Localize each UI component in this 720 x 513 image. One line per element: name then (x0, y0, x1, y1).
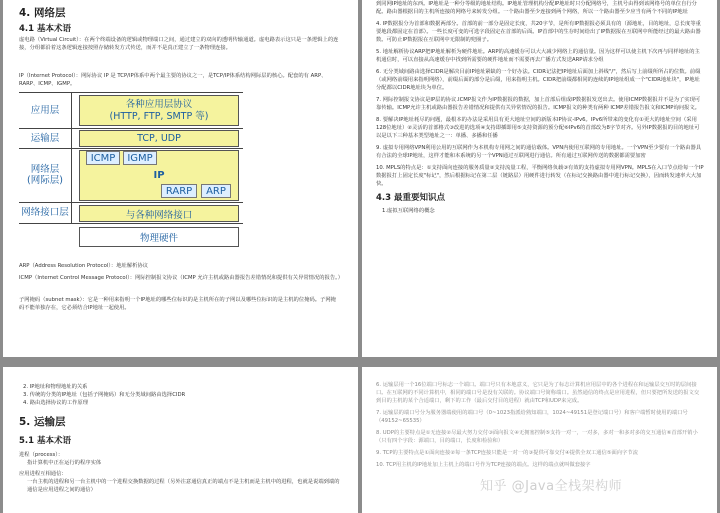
icmp-box: ICMP (86, 151, 120, 165)
chapter-title: 4. 网络层 (19, 7, 66, 19)
list-item: 4. 路由选择协议的工作原理 (23, 400, 89, 406)
paragraph: 9. TCP的主要特点是①面向连接②每一条TCP连接只能是一对一的③提供可靠交付④提供全双工通信⑤面向字节流 (376, 450, 638, 456)
document-page-3 (3, 367, 358, 513)
igmp-box: IGMP (123, 151, 157, 165)
list-item: 3. 传统的分类的IP地址（包括子网掩码）和无分类域间路由选择CIDR (23, 392, 186, 398)
link-interfaces-box: 与各种网络接口 (79, 205, 239, 222)
paragraph: 6. 运输层用一个16位端口号标志一个端口。端口号只有本地意义，它只是为了标志计算机应用层中的各个进程在和运输层交互时的层间接口。在互联网的不同计算机中，相同的端口号是没有关联的。协议端口号简称端口。虽然通信的终点是应用进程，但只要把所发送的报文交到目的主机的某个合适端口，剩下的工作（最后交付目的进程）就由TCP和UDP来完成。 (376, 382, 700, 404)
layer-label-application: 应用层 (19, 92, 72, 128)
paragraph-ip: IP（Internet Protocol）：网际协议 IP 是 TCP/IP体系中两个最主要的协议之一，是TCP/IP体系结构网际层的核心。配套的有 ARP、RARP、ICMP、IGMP。 (19, 73, 327, 87)
paragraph: 7. 网际控制报文协议是IP层的协议.ICMP报文作为IP数据报的数据，加上首部后组成IP数据报发送出去。使用ICMP数据报并不是为了实现可靠传输。ICMP允许主机或路由器报告差错情况和提供有关异常情况的报告。ICMP报文的种类有两种 ICMP差错报告报文和ICMP询问报文。 (376, 97, 701, 111)
ip-box: IP (79, 150, 239, 201)
paragraph: 10. MPLS的特点是：①支持面向连接的服务质量②支持流量工程，平衡网络负载③有效的支持虚拟专用网VPN。MPLS在入口节点给每一个IP数据报打上固定长度"标记"，然后根据标记在第二层（链路层）用硬件进行转发（在标记交换路由器中进行标记交换），因而转发速率大大加快。 (376, 165, 704, 187)
term-app-communication-definition: 一台主机的进程和另一台主机中的一个进程交换数据的过程（另外注意通信真正的端点不是主机而是主机中的进程，也就是说端到端的通信是应用进程之间的通信） (27, 479, 340, 493)
list-item: 1.虚拟互联网络的概念 (382, 208, 435, 214)
term-process: 进程（process）： (19, 452, 64, 458)
tcpip-protocol-diagram (19, 92, 243, 254)
page2-body (376, 0, 704, 215)
document-page-4 (362, 367, 717, 513)
layer-label-link: 网络接口层 (19, 202, 72, 223)
physical-hardware-box: 物理硬件 (79, 227, 239, 247)
document-page-2 (362, 0, 717, 357)
page4-body (376, 381, 704, 469)
chapter-title: 5. 运输层 (19, 416, 66, 428)
paragraph: 到同网IP地址的东西。IP地址是一种分等级的地址结构。IP地址管理机构分配IP地址时只分配网络号，主机号由得到该网络号的单位自行分配。路由器根据目的主机所连接的网络号来转发分组。一个路由器至少连接到两个网络，所以一个路由器至少应当有两个不同的IP地址 (376, 1, 697, 15)
paragraph: 5. 地址解析协议ARP把IP地址解析为硬件地址。ARP的高速缓存可以大大减少网络上的通信量。因为这样可以使主机下次再与同样地址的主机通信时，可以直接从高速缓存中找到所需要的硬件地址而不需要再去广播方式发送ARP请求分组 (376, 49, 700, 63)
paragraph-subnet-mask: 子网掩码（subnet mask）：它是一种用来指明一个IP地址的哪些位标识的是主机所在的子网以及哪些位标识的是主机的位掩码。子网掩码不能单独存在，它必须结合IP地址一起使用。 (19, 297, 336, 311)
document-page-1 (3, 0, 358, 357)
section-title: 4.3 最重要知识点 (376, 193, 446, 203)
paragraph-arp: ARP（Address Resolution Protocol）：地址解析协议 (19, 263, 149, 269)
paragraph: 7. 运输层的端口号分为服务器端使用的端口号（0~1023指派给熟知端口，1024~49151是登记端口号）和客户端暂时使用的端口号（49152~65535） (376, 410, 688, 424)
paragraph: 8. 要解决IP地址耗尽的问题，最根本的办法是采用具有更大地址空间的新版本IP协议-IPv6。IPv6所带来的变化有①更大的地址空间（采用128位地址）②灵活的首部格式③改进的选项④支持即插即用⑤支持资源的预分配⑥IPv6的首部改为8字节对齐。另外IP数据报的目的地址可以是以下三种基本类型地址之一：单播、多播和任播 (376, 117, 700, 139)
watermark: 知乎 @Java全栈架构师 (480, 479, 623, 494)
diagram-line (19, 223, 243, 224)
paragraph: 10. TCP用主机的IP地址加上主机上的端口号作为TCP连接的端点。这样的端点就叫做套接字 (376, 462, 591, 468)
paragraph: 8. UDP的主要特点是①无连接②尽最大努力交付③面向报文④无拥塞控制⑤支持一对一，一对多，多对一和多对多的交互通信⑥首部开销小（只有四个字段：源端口，目的端口，长度和检验和） (376, 430, 698, 444)
section-title: 5.1 基本术语 (19, 436, 72, 446)
rarp-box: RARP (161, 184, 197, 198)
application-protocols-box: 各种应用层协议 (HTTP, FTP, SMTP 等) (79, 95, 239, 126)
layer-label-transport: 运输层 (19, 128, 72, 148)
transport-protocols-box: TCP, UDP (79, 130, 239, 147)
arp-box: ARP (201, 184, 231, 198)
paragraph-icmp: ICMP（Internet Control Message Protocol）：网际控制报文协议（ICMP 允许主机或路由器报告差错情况和提供有关异常情况的报告。） (19, 275, 344, 281)
paragraph-virtual-circuit: 虚电路（Virtual Circuit）：在两个终端设备的逻辑或物理端口之间，通过建立的双向的透明传输通道。虚电路表示这只是一条逻辑上的连接，分组都沿着这条逻辑连接按照存储转发方式传送，而并不是真正建立了一条物理连接。 (19, 37, 339, 51)
section-title: 4.1 基本术语 (19, 24, 72, 34)
page3-body (19, 383, 341, 494)
paragraph: 6. 无分类域间路由选择CIDR是解决目前IP地址紧缺的一个好办法。CIDR记法把IP地址后面加上斜线"/"，然后写上前缀所所占的位数。前缀（或网络前缀用来指明网络），前缀后面的部分是后缀，用来指明主机。CIDR把前缀都相同的连续的IP地址组成一个"CIDR地址块"，IP地址分配都以CIDR地址块为单位。 (376, 69, 701, 91)
list-item: 2. IP地址和物理地址的关系 (23, 384, 88, 390)
paragraph: 4. IP数据报分为首部和数据两部分。首部的前一部分是固定长度，共20字节，是所有IP数据报必须具有的（源地址，目的地址，总长度等重要地段都固定在首部）。一些长度可变的可选字段固定在首部的后面。IP首部中的生存时间给出了IP数据报在互联网中所能经过的最大路由器数。可防止IP数据报在互联网中无限制的兜圈子。 (376, 21, 701, 43)
term-app-communication: 应用进程互相通信： (19, 471, 67, 477)
layer-label-network: 网络层 (网际层) (19, 148, 72, 202)
paragraph: 9. 虚拟专用网络VPN利用公用的互联网作为本机构专用网之间的通信载体。VPN内使用互联网的专用地址。一个VPN至少要有一个路由器具有合法的全球IP地址，这样才能和本系统的另一个VPN通过互联网进行通信。所有通过互联网传送的数据都需要加密 (376, 145, 702, 159)
term-process-definition: 指计算机中正在运行的程序实体 (27, 460, 102, 466)
